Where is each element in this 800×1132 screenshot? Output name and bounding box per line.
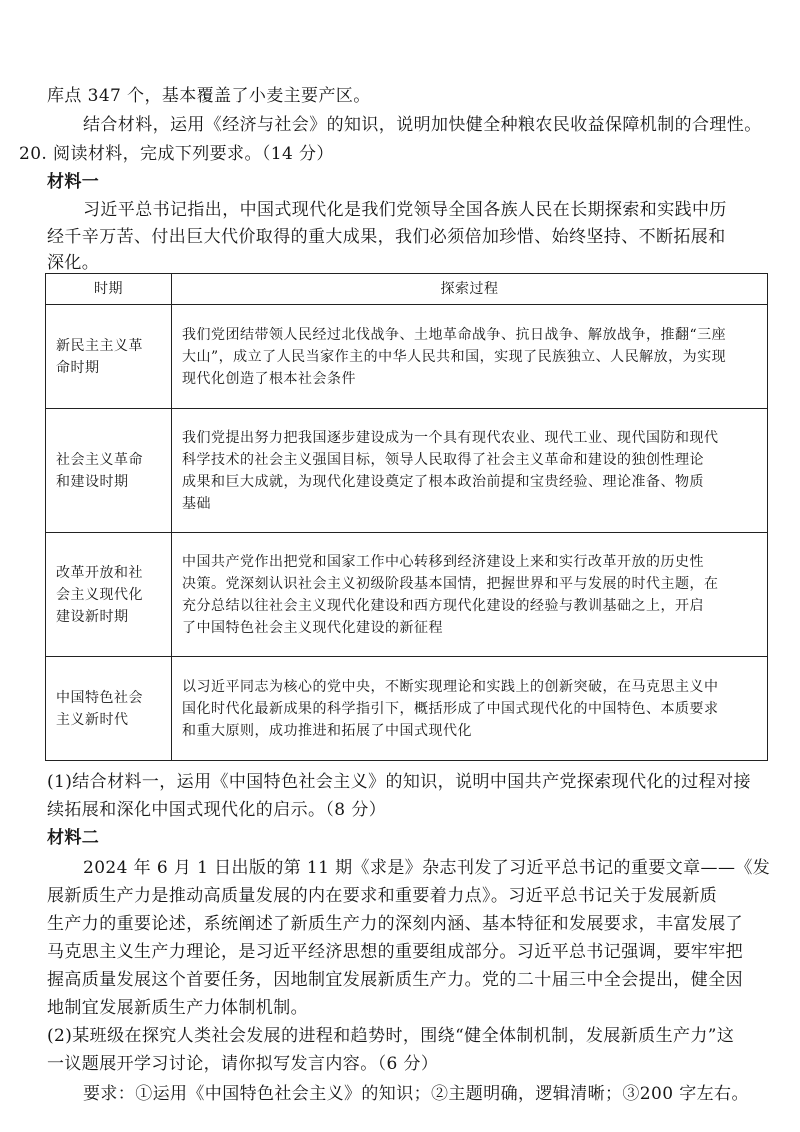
table-header-period: 时期 (46, 274, 172, 305)
period-cell (46, 305, 172, 409)
question-20-2-prompt: 一议题展开学习讨论，请你拟写发言内容。（6 分） (47, 1054, 439, 1074)
answer-requirements: 要求：①运用《中国特色社会主义》的知识；②主题明确，逻辑清晰；③200 字左右。 (83, 1084, 749, 1104)
period-line: 新民主主义革 (56, 337, 143, 354)
process-line: 我们党提出努力把我国逐步建设成为一个具有现代农业、现代工业、现代国防和现代 (182, 429, 719, 446)
process-cell (172, 533, 768, 657)
process-line: 大山”，成立了人民当家作主的中华人民共和国，实现了民族独立、人民解放，为实现 (182, 348, 727, 365)
material-2-text-line: 生产力的重要论述，系统阐述了新质生产力的深刻内涵、基本特征和发展要求，丰富发展了 (47, 914, 743, 934)
process-cell (172, 409, 768, 533)
process-line: 决策。党深刻认识社会主义初级阶段基本国情，把握世界和平与发展的时代主题，在 (182, 575, 719, 592)
process-cell (172, 305, 768, 409)
material-2-text-line: 地制宜发展新质生产力体制机制。 (47, 998, 308, 1018)
process-line: 国化时代化最新成果的科学指引下，概括形成了中国式现代化的中国特色、本质要求 (182, 700, 719, 717)
continuation-line: 库点 347 个，基本覆盖了小麦主要产区。 (47, 86, 371, 106)
process-line: 基础 (182, 495, 211, 512)
period-cell (46, 409, 172, 533)
table-row (46, 533, 768, 657)
material-1-text-line: 经千辛万苦、付出巨大代价取得的重大成果，我们必须倍加珍惜、始终坚持、不断拓展和 (47, 227, 726, 247)
material-1-title: 材料一 (47, 172, 100, 192)
question-20-1-prompt: (1)结合材料一，运用《中国特色社会主义》的知识，说明中国共产党探索现代化的过程对接 (47, 772, 751, 792)
table-row (46, 657, 768, 761)
process-line: 现代化创造了根本社会条件 (182, 370, 356, 387)
process-line: 中国共产党作出把党和国家工作中心转移到经济建设上来和实行改革开放的历史性 (182, 553, 704, 570)
exploration-table (45, 273, 768, 761)
process-line: 以习近平同志为核心的党中央，不断实现理论和实践上的创新突破，在马克思主义中 (182, 678, 719, 695)
table-header-process: 探索过程 (172, 274, 768, 305)
process-cell (172, 657, 768, 761)
period-line: 会主义现代化 (56, 586, 143, 603)
material-2-title: 材料二 (47, 828, 100, 848)
period-line: 建设新时期 (56, 608, 129, 625)
period-line: 命时期 (56, 359, 100, 376)
table-header-row (46, 274, 768, 305)
process-line: 充分总结以往社会主义现代化建设和西方现代化建设的经验与教训基础之上，开启 (182, 597, 704, 614)
period-cell (46, 533, 172, 657)
period-line: 中国特色社会 (56, 689, 143, 706)
material-2-text-line: 展新质生产力是推动高质量发展的内在要求和重要着力点》。习近平总书记关于发展新质 (47, 886, 718, 906)
period-line: 改革开放和社 (56, 564, 143, 581)
period-line: 社会主义革命 (56, 451, 143, 468)
material-1-text-line: 深化。 (47, 253, 100, 273)
process-line: 和重大原则，成功推进和拓展了中国式现代化 (182, 722, 472, 739)
process-line: 了中国特色社会主义现代化建设的新征程 (182, 619, 443, 636)
period-line: 主义新时代 (56, 711, 129, 728)
material-2-text-line: 2024 年 6 月 1 日出版的第 11 期《求是》杂志刊发了习近平总书记的重要文章——《发 (83, 858, 771, 878)
process-line: 科学技术的社会主义强国目标，领导人民取得了社会主义革命和建设的独创性理论 (182, 451, 704, 468)
period-line: 和建设时期 (56, 473, 129, 490)
material-2-text-line: 握高质量发展这个首要任务，因地制宜发展新质生产力。党的二十届三中全会提出，健全因 (47, 970, 743, 990)
question-19-prompt: 结合材料，运用《经济与社会》的知识，说明加快健全种粮农民收益保障机制的合理性。 (83, 115, 762, 135)
material-2-text-line: 马克思主义生产力理论，是习近平经济思想的重要组成部分。习近平总书记强调，要牢牢把 (47, 942, 743, 962)
question-20-header: 20. 阅读材料，完成下列要求。（14 分） (19, 144, 334, 164)
process-line: 成果和巨大成就，为现代化建设奠定了根本政治前提和宝贵经验、理论准备、物质 (182, 473, 704, 490)
table-row (46, 409, 768, 533)
process-line: 我们党团结带领人民经过北伐战争、土地革命战争、抗日战争、解放战争，推翻“三座 (182, 326, 727, 343)
table-row (46, 305, 768, 409)
material-1-text-line: 习近平总书记指出，中国式现代化是我们党领导全国各族人民在长期探索和实践中历 (83, 200, 727, 220)
question-20-2-prompt: (2)某班级在探究人类社会发展的进程和趋势时，围绕“健全体制机制，发展新质生产力”这 (47, 1026, 735, 1046)
period-cell (46, 657, 172, 761)
question-20-1-prompt: 续拓展和深化中国式现代化的启示。（8 分） (47, 800, 387, 820)
